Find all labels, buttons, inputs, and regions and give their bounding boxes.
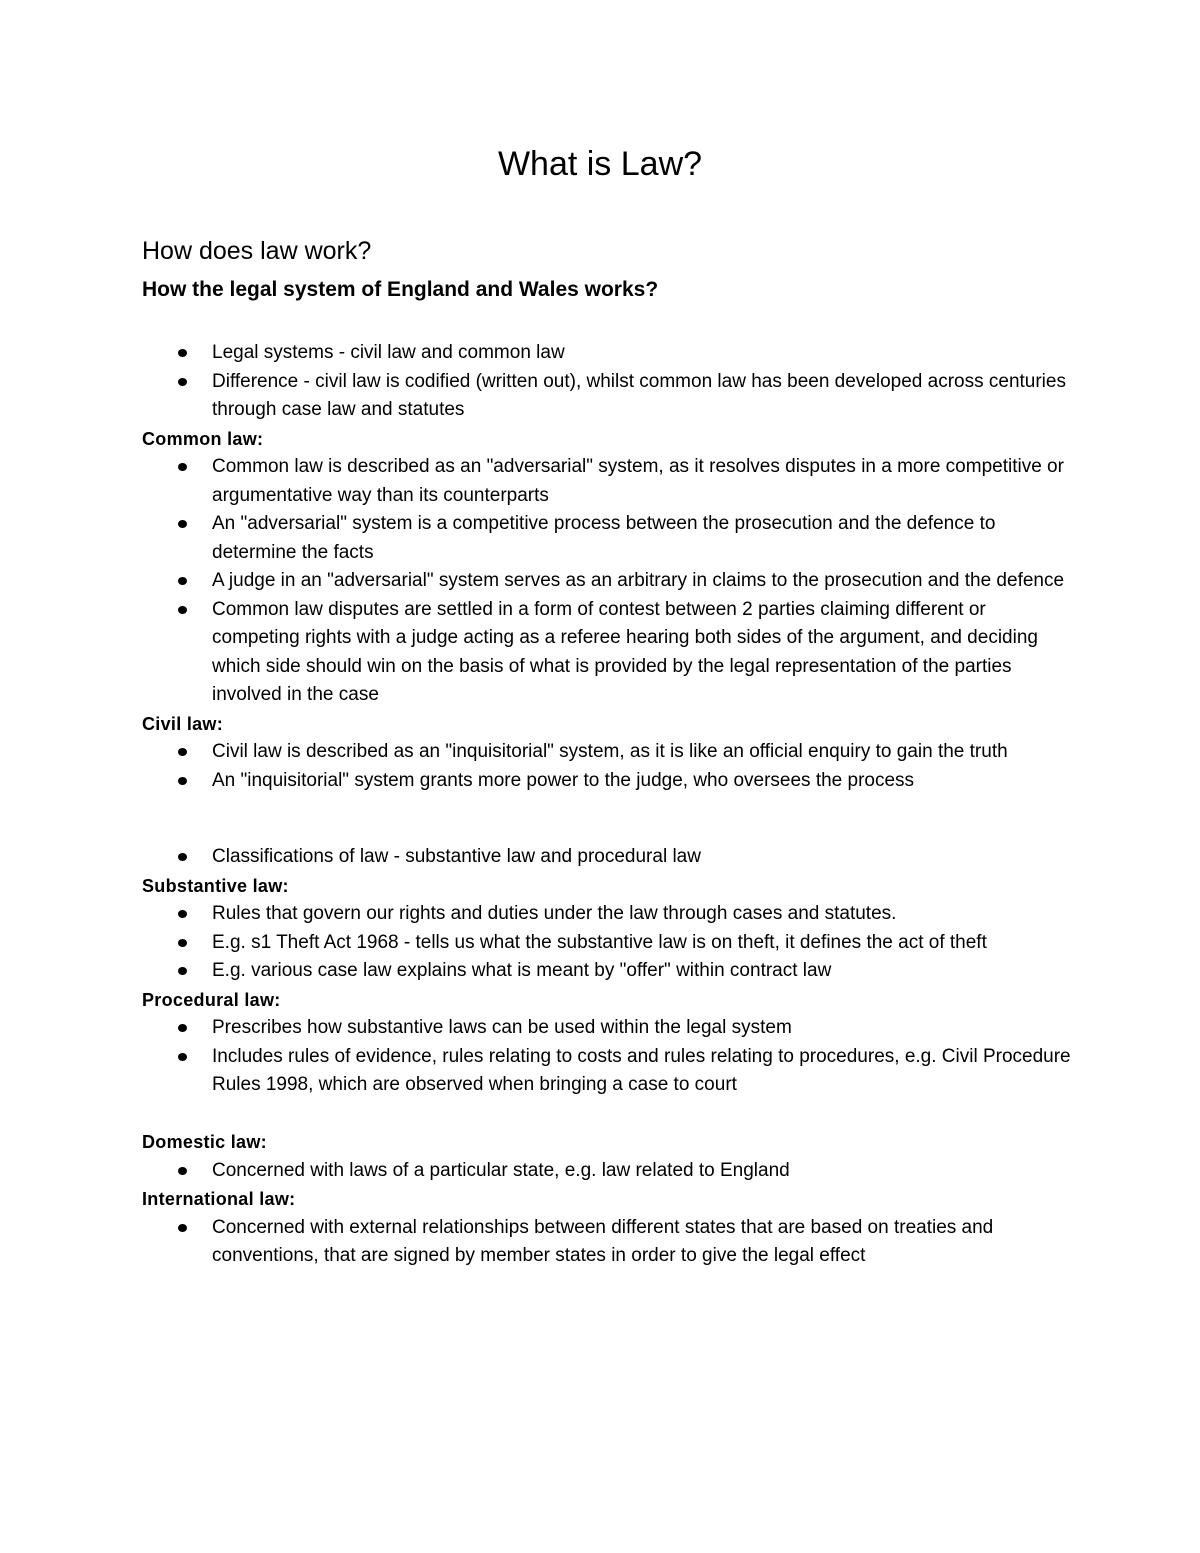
bullet-icon	[178, 520, 187, 528]
list-item: An "adversarial" system is a competitive process between the prosecution and the defence to determine the facts	[142, 510, 1072, 567]
international-law-label: International law:	[142, 1189, 296, 1209]
bullet-icon	[178, 1167, 187, 1175]
section-heading: How does law work?	[142, 237, 372, 265]
bullet-icon	[178, 349, 187, 357]
procedural-law-label: Procedural law:	[142, 989, 281, 1010]
list-item: E.g. various case law explains what is meant by "offer" within contract law	[142, 957, 1072, 986]
list-item: Difference - civil law is codified (written out), whilst common law has been developed across centuries through case law and statutes	[142, 368, 1072, 425]
procedural-law-list	[142, 1014, 1072, 1100]
bullet-icon	[178, 378, 187, 386]
bullet-icon	[178, 577, 187, 585]
civil-law-list	[142, 738, 1072, 795]
international-law-list	[142, 1214, 1072, 1271]
bullet-icon	[178, 967, 187, 975]
domestic-law-label: Domestic law:	[142, 1132, 267, 1152]
bullet-icon	[178, 463, 187, 471]
bullet-icon	[178, 777, 187, 785]
bullet-icon	[178, 1024, 187, 1032]
list-item: Common law is described as an "adversarial" system, as it resolves disputes in a more competitive or argumentative way than its counterparts	[142, 453, 1072, 510]
substantive-law-label: Substantive law:	[142, 875, 289, 896]
list-item: Legal systems - civil law and common law	[142, 339, 1072, 368]
bullet-icon	[178, 939, 187, 947]
spacer	[142, 1100, 1072, 1129]
civil-law-label: Civil law:	[142, 713, 224, 734]
intro-list	[142, 339, 1072, 425]
domestic-law-list	[142, 1157, 1072, 1186]
bullet-icon	[178, 1053, 187, 1061]
section-subheading: How the legal system of England and Wales works?	[142, 278, 659, 301]
bullet-icon	[178, 910, 187, 918]
bullet-icon	[178, 853, 187, 861]
list-item: Concerned with laws of a particular state, e.g. law related to England	[142, 1157, 1072, 1186]
list-item: Common law disputes are settled in a form of contest between 2 parties claiming different or competing rights with a judge acting as a referee hearing both sides of the argument, and deciding which side should win on the basis of what is provided by the legal representation of the parties involved in the case	[142, 596, 1072, 710]
list-item: Classifications of law - substantive law and procedural law	[142, 843, 1072, 872]
list-item: An "inquisitorial" system grants more power to the judge, who oversees the process	[142, 767, 1072, 796]
list-item: E.g. s1 Theft Act 1968 - tells us what the substantive law is on theft, it defines the act of theft	[142, 929, 1072, 958]
document-body	[142, 339, 1072, 1271]
list-item: Prescribes how substantive laws can be used within the legal system	[142, 1014, 1072, 1043]
bullet-icon	[178, 1224, 187, 1232]
list-item: Civil law is described as an "inquisitorial" system, as it is like an official enquiry to gain the truth	[142, 738, 1072, 767]
bullet-icon	[178, 606, 187, 614]
spacer	[142, 795, 1072, 843]
common-law-list	[142, 453, 1072, 710]
list-item: A judge in an "adversarial" system serves as an arbitrary in claims to the prosecution and the defence	[142, 567, 1072, 596]
substantive-law-list	[142, 900, 1072, 986]
page-title: What is Law?	[497, 145, 703, 183]
classification-list	[142, 843, 1072, 872]
list-item: Rules that govern our rights and duties under the law through cases and statutes.	[142, 900, 1072, 929]
list-item: Includes rules of evidence, rules relating to costs and rules relating to procedures, e.g. Civil Procedure Rules 1998, which are observed when bringing a case to court	[142, 1043, 1072, 1100]
common-law-label: Common law:	[142, 428, 264, 449]
list-item: Concerned with external relationships between different states that are based on treaties and conventions, that are signed by member states in order to give the legal effect	[142, 1214, 1072, 1271]
bullet-icon	[178, 748, 187, 756]
